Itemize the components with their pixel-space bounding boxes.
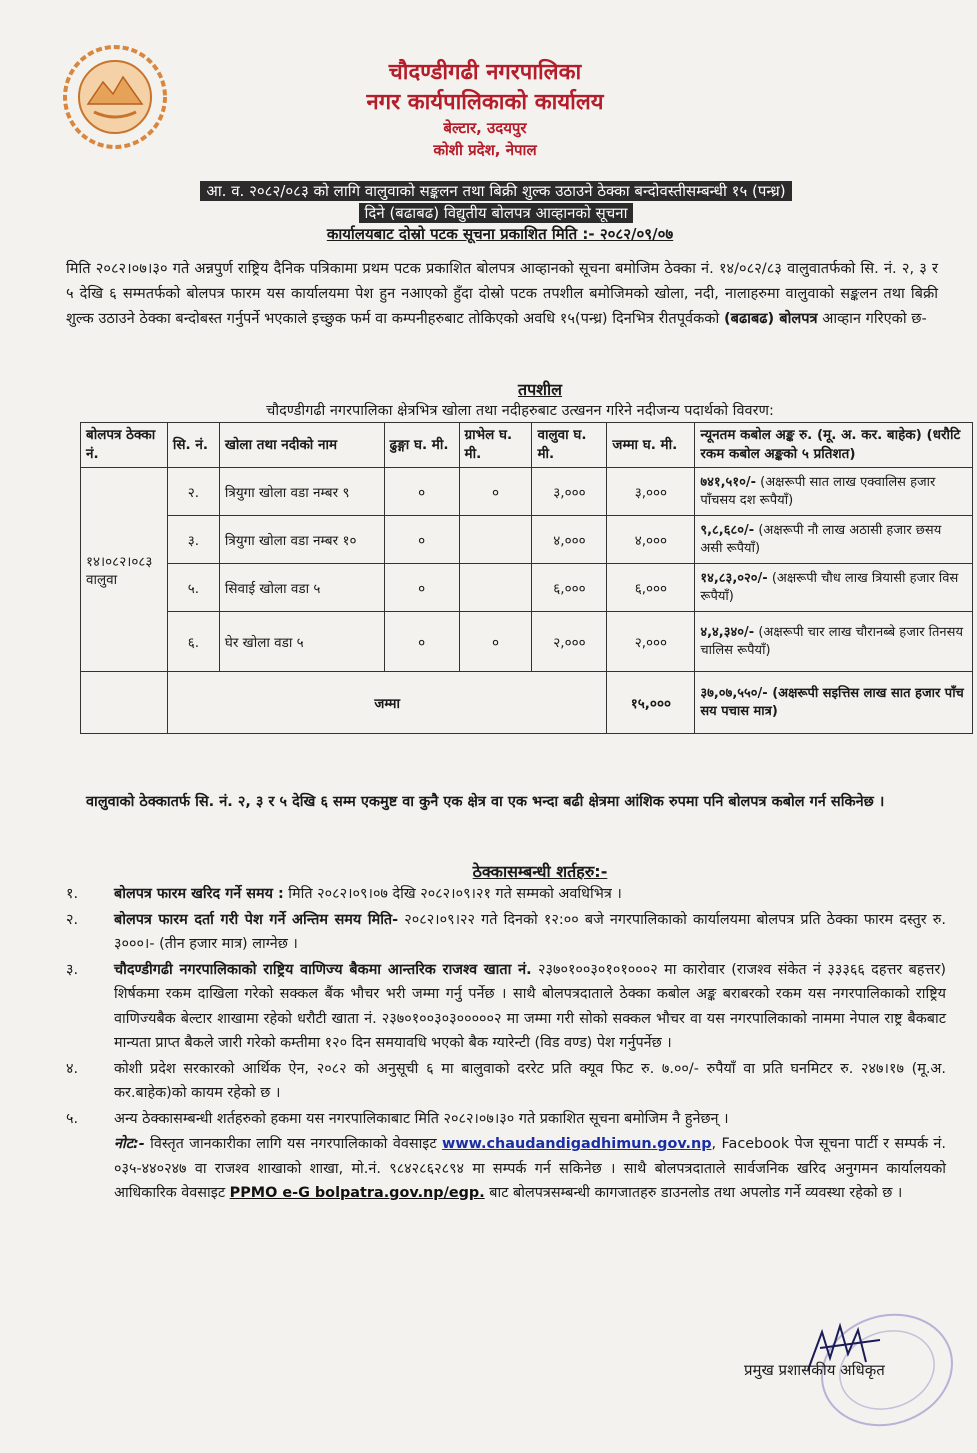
row-min-bid [695, 516, 973, 564]
row-amount-words: (अक्षरूपी चार लाख चौरानब्बे हजार तिनसय चालिस रूपैयाँ) [700, 624, 963, 658]
header-sn: सि. नं. [167, 423, 219, 468]
bidding-note: वालुवाको ठेक्कातर्फ सि. नं. २, ३ र ५ देखि ६ सम्म एकमुष्ट वा कुनै एक क्षेत्र वा एक भन्दा बढी क्षेत्रमा आंशिक रुपमा पनि बोलपत्र कबोल गर्न सकिनेछ । [86, 794, 885, 810]
row-sn: ३. [167, 516, 219, 564]
ppmo-link[interactable]: PPMO e-G bolpatra.gov.np/egp. [229, 1185, 485, 1201]
footnote [66, 1132, 946, 1206]
list-item [66, 1057, 946, 1106]
table-row [81, 516, 973, 564]
condition-bold: बोलपत्र फारम खरिद गर्ने समय : [114, 886, 284, 902]
website-link[interactable]: www.chaudandigadhimun.gov.np [442, 1136, 712, 1152]
row-sand: ३,००० [532, 468, 607, 516]
intro-tail: आव्हान गरिएको छ- [822, 310, 927, 327]
condition-text [114, 908, 946, 957]
publication-date: कार्यालयबाट दोस्रो पटक सूचना प्रकाशित मिति :- २०८२/०९/०७ [326, 225, 674, 243]
header-boulder: ढुङ्गा घ. मी. [384, 423, 459, 468]
row-sn: ६. [167, 612, 219, 672]
row-min-bid [695, 612, 973, 672]
footnote-label: नोट:- [114, 1136, 145, 1152]
list-item [66, 1107, 946, 1132]
total-amount: ३७,०७,५५०/- (अक्षरूपी सइत्तिस लाख सात हजार पाँच सय पचास मात्र) [695, 672, 973, 734]
total-blank [81, 672, 168, 734]
header-total: जम्मा घ. मी. [607, 423, 695, 468]
footnote-post: बाट बोलपत्रसम्बन्धी कागजातहरु डाउनलोड तथा अपलोड गर्ने व्यवस्था रहेको छ । [484, 1185, 903, 1201]
row-gravel [459, 516, 532, 564]
row-total: ६,००० [607, 564, 695, 612]
government-emblem-icon [58, 42, 173, 152]
conditions-heading: ठेक्कासम्बन्धी शर्तहरु:- [472, 862, 608, 881]
condition-text [114, 1107, 946, 1132]
notice-title-line1: आ. व. २०८२/०८३ को लागि वालुवाको सङ्कलन तथा बिक्री शुल्क उठाउने ठेक्का बन्दोवस्तीसम्बन्धी १५ (पन्ध्र) [200, 181, 791, 201]
row-sn: ५. [167, 564, 219, 612]
condition-number: ३. [66, 961, 79, 978]
condition-body: मिति २०८२।०९।०७ देखि २०८२।०९।२१ गते सम्मको अवधिभित्र । [283, 886, 622, 902]
row-sand: ४,००० [532, 516, 607, 564]
header-contract-no: बोलपत्र ठेक्का नं. [81, 423, 168, 468]
condition-number: २. [66, 911, 79, 928]
contract-number: १४।०८२।०८३ वालुवा [81, 468, 168, 672]
row-amount-words: (अक्षरूपी चौध लाख त्रियासी हजार विस रूपैयाँ) [700, 570, 959, 604]
details-heading: तपशील [517, 380, 563, 399]
row-amount-words: (अक्षरूपी नौ लाख अठासी हजार छसय असी रूपैयाँ) [700, 522, 942, 556]
office-address: बेल्टार, उदयपुर [443, 119, 527, 137]
row-boulder: ० [384, 612, 459, 672]
row-sn: २. [167, 468, 219, 516]
condition-body: अन्य ठेक्कासम्बन्धी शर्तहरुको हकमा यस नगरपालिकाबाट मिति २०८२।०७।३० गते प्रकाशित सूचना बमोजिम नै हुनेछन् । [114, 1110, 729, 1127]
municipality-name: चौदण्डीगढी नगरपालिका [388, 60, 582, 85]
table-row [81, 612, 973, 672]
row-amount: ४,४,३४०/- [700, 624, 755, 640]
table-row [81, 468, 973, 516]
header-location: खोला तथा नदीको नाम [219, 423, 384, 468]
details-caption: चौदण्डीगढी नगरपालिका क्षेत्रभित्र खोला तथा नदीहरुबाट उत्खनन गरिने नदीजन्य पदार्थको विवरण: [266, 403, 774, 419]
list-item [66, 882, 946, 907]
header-gravel: ग्राभेल घ. मी. [459, 423, 532, 468]
intro-bold: (बढाबढ) बोलपत्र [723, 310, 818, 327]
row-sand: २,००० [532, 612, 607, 672]
row-boulder: ० [384, 468, 459, 516]
table-total-row [81, 672, 973, 734]
footnote-pre: विस्तृत जानकारीका लागि यस नगरपालिकाको वेवसाइट [144, 1136, 437, 1152]
office-name: नगर कार्यपालिकाको कार्यालय [366, 90, 604, 115]
row-gravel [459, 564, 532, 612]
row-location: त्रियुगा खोला वडा नम्बर ९ [219, 468, 384, 516]
condition-text [114, 1057, 946, 1106]
signatory-title: प्रमुख प्रशासकीय अधिकृत [744, 1361, 885, 1379]
condition-body: २३७०१००३०१०१०००२ मा कारोवार (राजश्व संकेत नं ३३३६६ दहत्तर बहत्तर) शिर्षकमा रकम दाखिला गरेको सक्कल बैंक भौचर भरी जम्मा गर्नु पर्नेछ । साथै बोलपत्रदाताले ठेक्का कबोल अङ्क बराबरको रकम यस नगरपालिकाको राष्ट्रिय वाणिज्यबैक बेल्टार शाखामा रहेको धरौटी खाता नं. २३७०१००३०३०००००२ मा जम्मा गरी सोको सक्कल भौचर वा यस नगरपालिकाको नाममा नेपाल राष्ट्र बैकबाट मान्यता प्राप्त बैकले जारी गरेको कम्तीमा १२० दिन समयावधि भएको बैक ग्यारेन्टी (विड वण्ड) पेश गर्नुपर्नेछ । [114, 961, 946, 1051]
office-province: कोशी प्रदेश, नेपाल [433, 141, 537, 159]
row-location: घेर खोला वडा ५ [219, 612, 384, 672]
condition-body: कोशी प्रदेश सरकारको आर्थिक ऐन, २०८२ को अनुसूची ६ मा बालुवाको दररेट प्रति क्यूव फिट रु. ७.००/- रुपैयाँ वा प्रति घनमिटर रु. २४७।१७ (मू.अ. कर.बाहेक)को कायम रहेको छ । [114, 1060, 946, 1101]
notice-title-line2: दिने (बढाबढ) विद्युतीय बोलपत्र आव्हानको सूचना [359, 203, 634, 223]
footnote-mid: , Facebook पेज सूचना पार्टी र सम्पर्क नं. ०३५-४४०२४७ वा राजश्व शाखाको शाखा, मो.नं. ९८४२८६२८९४ मा सम्पर्क गर्न सकिनेछ । साथै बोलपत्रदाताले सार्वजनिक खरिद अनुगमन कार्यालयको आधिकारिक वेवसाइट [114, 1136, 946, 1201]
row-min-bid [695, 468, 973, 516]
intro-paragraph [66, 256, 938, 331]
condition-bold: बोलपत्र फारम दर्ता गरी पेश गर्ने अन्तिम समय मिति- [114, 911, 399, 928]
row-location: सिवाई खोला वडा ५ [219, 564, 384, 612]
total-label: जम्मा [167, 672, 607, 734]
total-quantity: १५,००० [607, 672, 695, 734]
row-boulder: ० [384, 516, 459, 564]
row-amount-words: (अक्षरूपी सात लाख एक्वालिस हजार पाँचसय दश रूपैयाँ) [700, 474, 936, 508]
row-gravel: ० [459, 468, 532, 516]
notice-title [66, 180, 926, 224]
row-location: त्रियुगा खोला वडा नम्बर १० [219, 516, 384, 564]
header-sand: वालुवा घ. मी. [532, 423, 607, 468]
row-total: ३,००० [607, 468, 695, 516]
table-header-row [81, 423, 973, 468]
row-amount: १४,८३,०२०/- [700, 570, 768, 586]
condition-text [114, 882, 946, 907]
condition-number: ५. [66, 1110, 79, 1127]
header-min-bid: न्यूनतम कबोल अङ्क रु. (मू. अ. कर. बाहेक) (धरौटि रकम कबोल अङ्कको ५ प्रतिशत) [695, 423, 973, 468]
row-min-bid [695, 564, 973, 612]
list-item [66, 908, 946, 957]
condition-bold: चौदण्डीगढी नगरपालिकाको राष्ट्रिय वाणिज्य बैकमा आन्तरिक राजश्व खाता नं. [114, 961, 532, 978]
row-boulder: ० [384, 564, 459, 612]
conditions-list [66, 882, 946, 1206]
row-amount: ९,८,६८०/- [700, 522, 755, 538]
condition-body: २०८२।०९।२२ गते दिनको १२:०० बजे नगरपालिकाको कार्यालयमा बोलपत्र प्रति ठेक्का फारम दस्तुर रु. ३०००।- (तीन हजार मात्र) लाग्नेछ । [114, 911, 946, 952]
condition-number: १. [66, 886, 79, 902]
row-total: २,००० [607, 612, 695, 672]
condition-text [114, 958, 946, 1056]
row-amount: ७४१,५१०/- [700, 474, 756, 490]
condition-number: ४. [66, 1060, 79, 1077]
intro-text: मिति २०८२।०७।३० गते अन्नपुर्ण राष्ट्रिय दैनिक पत्रिकामा प्रथम पटक प्रकाशित बोलपत्र आव्हानको सूचना बमोजिम ठेक्का नं. १४/०८२/८३ वालुवातर्फको सि. नं. २, ३ र ५ देखि ६ सम्मतर्फको बोलपत्र फारम यस कार्यालयमा पेश हुन नआएको हुँदा दोस्रो पटक तपशील बमोजिमको खोला, नदी, नालाहरुमा वालुवाको सङ्कलन तथा बिक्री शुल्क उठाउने ठेक्का बन्दोबस्त गर्नुपर्ने भएकाले इच्छुक फर्म वा कम्पनीहरुबाट तोकिएको अवधि १५(पन्ध्र) दिनभित्र रीतपूर्वकको [66, 260, 938, 327]
row-total: ४,००० [607, 516, 695, 564]
row-gravel: ० [459, 612, 532, 672]
list-item [66, 958, 946, 1056]
contract-table [80, 422, 973, 734]
table-row [81, 564, 973, 612]
row-sand: ६,००० [532, 564, 607, 612]
